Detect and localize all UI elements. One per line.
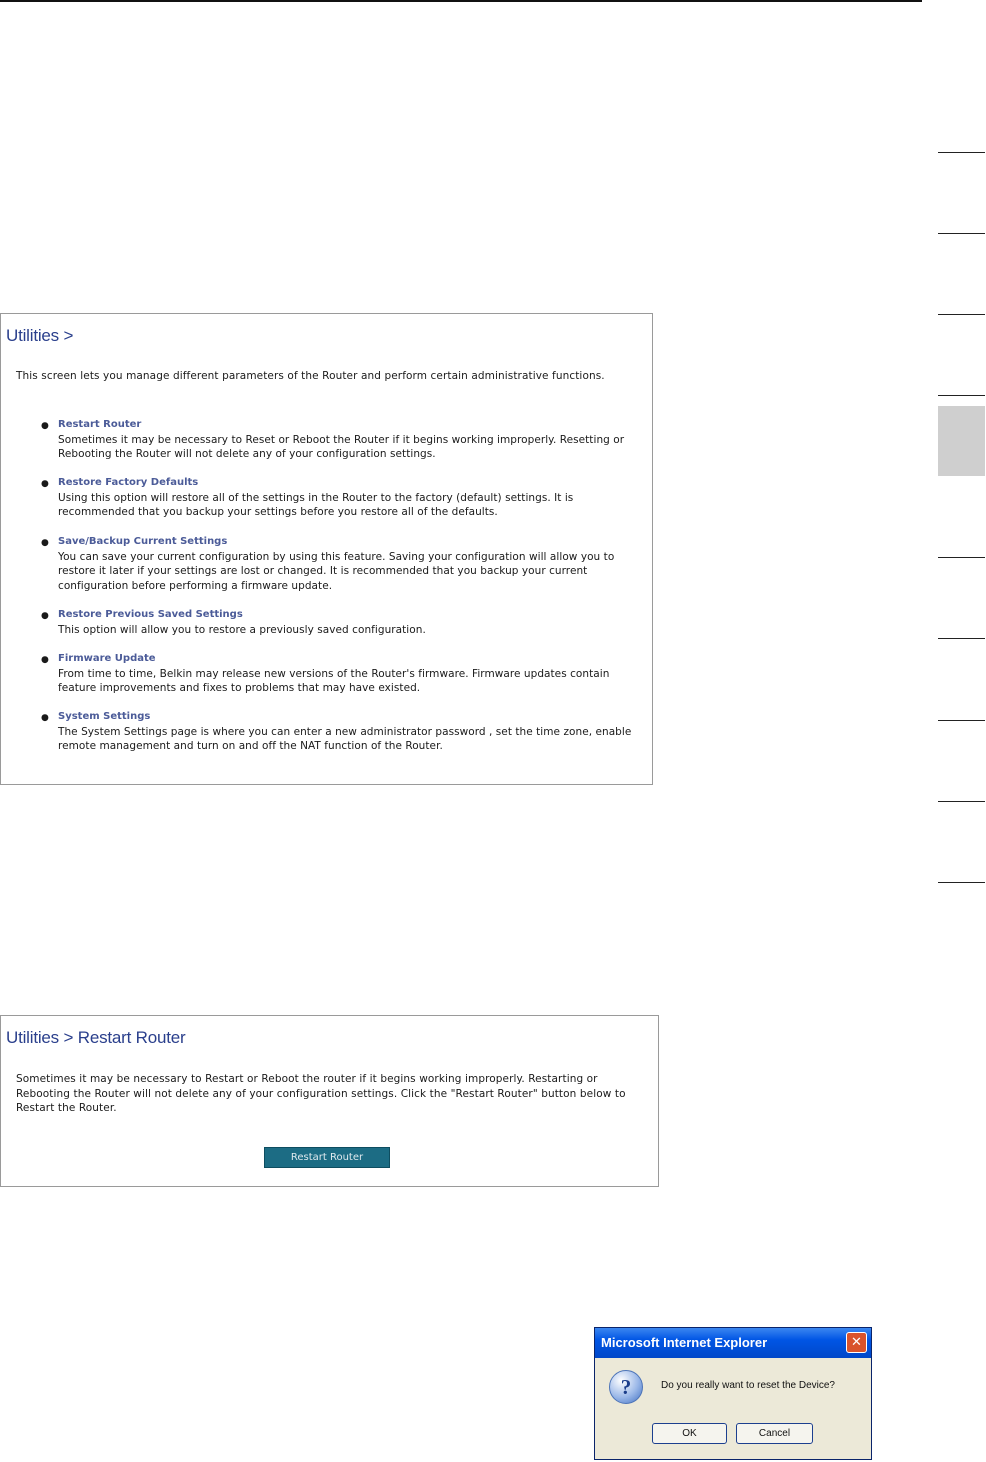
active-section-tab [938, 406, 985, 476]
close-icon[interactable]: ✕ [846, 1332, 867, 1353]
section-rule [938, 720, 985, 721]
item-description: From time to time, Belkin may release new versions of the Router's firmware. Firmware updates contain feature improvements and fixes to problems that may have existed. [58, 667, 610, 694]
bullet: ● [41, 479, 49, 489]
intro-text: This screen lets you manage different parameters of the Router and perform certain administrative functions. [16, 370, 605, 382]
cancel-button[interactable]: Cancel [736, 1423, 813, 1444]
panel-title: Utilities > Restart Router [6, 1028, 186, 1047]
save-backup-settings-link[interactable]: Save/Backup Current Settings [58, 536, 228, 547]
utilities-panel [0, 313, 653, 785]
bullet: ● [41, 421, 49, 431]
list-item [58, 535, 642, 593]
section-rule [938, 233, 985, 234]
section-rule [938, 395, 985, 396]
list-item [58, 652, 642, 696]
confirm-dialog [594, 1327, 872, 1460]
restart-router-panel [0, 1015, 659, 1187]
list-item [58, 418, 642, 462]
top-rule [0, 0, 922, 2]
question-icon: ? [609, 1370, 643, 1404]
dialog-title: Microsoft Internet Explorer [601, 1335, 768, 1350]
list-item [58, 476, 642, 520]
firmware-update-link[interactable]: Firmware Update [58, 653, 156, 664]
section-rule [938, 314, 985, 315]
section-rule [938, 801, 985, 802]
restore-factory-defaults-link[interactable]: Restore Factory Defaults [58, 477, 199, 488]
ok-button[interactable]: OK [652, 1423, 727, 1444]
restart-router-link[interactable]: Restart Router [58, 419, 142, 430]
item-description: Using this option will restore all of the settings in the Router to the factory (default) settings. It is recommended that you backup your settings before you restore all of the defaults. [58, 491, 574, 518]
section-rule [938, 152, 985, 153]
restart-description: Sometimes it may be necessary to Restart or Reboot the router if it begins working improperly. Restarting or Rebooting the Router will not delete any of your configuration settings. Click the "Restart Router" button below to Restart the Router. [16, 1073, 626, 1114]
section-rule [938, 882, 985, 883]
bullet: ● [41, 713, 49, 723]
bullet: ● [41, 611, 49, 621]
item-description: You can save your current configuration by using this feature. Saving your configuration will allow you to restore it later if your settings are lost or changed. It is recommended that you backup your current configuration before performing a firmware update. [58, 550, 615, 592]
system-settings-link[interactable]: System Settings [58, 711, 151, 722]
panel-title: Utilities > [6, 326, 74, 345]
bullet: ● [41, 655, 49, 665]
item-description: This option will allow you to restore a previously saved configuration. [58, 623, 426, 636]
bullet: ● [41, 538, 49, 548]
dialog-message: Do you really want to reset the Device? [661, 1380, 835, 1391]
item-description: Sometimes it may be necessary to Reset or Reboot the Router if it begins working improperly. Resetting or Rebooting the Router will not delete any of your configuration settings. [58, 433, 625, 460]
restore-previous-settings-link[interactable]: Restore Previous Saved Settings [58, 609, 243, 620]
section-rule [938, 638, 985, 639]
section-rule [938, 557, 985, 558]
restart-router-button[interactable]: Restart Router [264, 1147, 390, 1168]
item-description: The System Settings page is where you can enter a new administrator password , set the time zone, enable remote management and turn on and off the NAT function of the Router. [58, 725, 632, 752]
list-item [58, 608, 642, 637]
dialog-titlebar[interactable] [595, 1328, 871, 1358]
list-item [58, 710, 642, 754]
